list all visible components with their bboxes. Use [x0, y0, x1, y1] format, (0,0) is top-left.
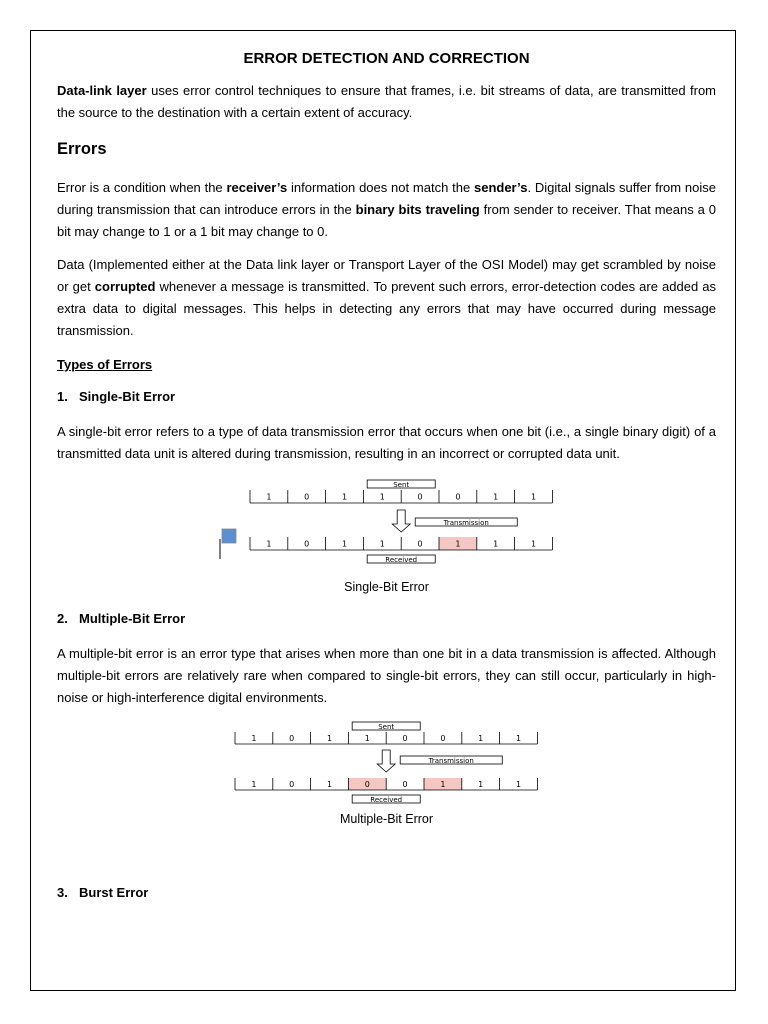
single-bit-figure — [57, 476, 716, 568]
sent-bit: 0 — [440, 734, 446, 743]
document-title: ERROR DETECTION AND CORRECTION — [243, 50, 530, 67]
received-bit: 0 — [417, 539, 423, 549]
sent-bit: 1 — [478, 734, 484, 743]
received-bit: 1 — [440, 780, 446, 789]
transmission-label: Transmission — [443, 519, 489, 527]
text-run: Data (Implemented either at the Data link layer or Transport Layer of the OSI Model) may get scrambled by noise or get — [57, 257, 716, 294]
sent-bit: 1 — [341, 492, 348, 502]
sent-bit: 1 — [493, 492, 499, 502]
single-bit-paragraph: A single-bit error refers to a type of data transmission error that occurs when one bit (i.e., a single binary digit) of a transmitted data unit is altered during transmission, resulting in an incorrect or corrupted data unit. — [57, 424, 716, 461]
heading-text: Burst Error — [79, 885, 149, 900]
received-bit: 1 — [515, 780, 522, 789]
sent-label: Sent — [378, 723, 395, 731]
transmission-arrow — [377, 750, 395, 772]
sent-bit: 1 — [379, 492, 385, 502]
text-run: Error is a condition when the — [57, 180, 227, 195]
single-bit-caption: Single-Bit Error — [344, 580, 429, 594]
sent-bit: 0 — [304, 492, 310, 502]
text-run: information does not match the — [287, 180, 474, 195]
sent-bit: 0 — [402, 734, 408, 743]
errors-heading: Errors — [57, 140, 107, 158]
received-bit: 1 — [251, 780, 257, 789]
multiple-bit-caption: Multiple-Bit Error — [339, 812, 434, 826]
heading-number: 1. — [57, 389, 68, 404]
heading-text: Multiple-Bit Error — [79, 611, 186, 626]
types-of-errors-heading: Types of Errors — [57, 357, 153, 372]
text-run: from sender to receiver. That means a 0 bit may change to 1 or a 1 bit may change to 0. — [57, 202, 716, 239]
single-bit-heading — [57, 386, 716, 408]
received-bit: 1 — [266, 539, 272, 549]
sent-bit: 0 — [289, 734, 295, 743]
received-bit: 1 — [530, 539, 537, 549]
multiple-bit-diagram — [57, 720, 716, 804]
burst-error-heading — [57, 882, 716, 904]
broken-image-icon — [222, 529, 236, 543]
intro-text: uses error control techniques to ensure that frames, i.e. bit streams of data, are transmitted from the source to the destination with a certain extent of accuracy. — [57, 83, 717, 120]
received-bit: 1 — [379, 539, 385, 549]
text-run: . Digital signals suffer from noise during transmission that can introduce errors in the — [57, 180, 716, 217]
received-bit: 0 — [304, 539, 310, 549]
text-run: whenever a message is transmitted. To prevent such errors, error-detection codes are added as extra data to digital messages. This helps in detecting any errors that may have occurred during message transmission. — [57, 279, 716, 338]
intro-paragraph — [57, 80, 716, 124]
sent-bit: 1 — [251, 734, 257, 743]
multiple-bit-figure — [57, 720, 716, 804]
sent-bit: 1 — [326, 734, 333, 743]
received-bit: 1 — [493, 539, 499, 549]
bold-run: sender’s — [473, 180, 528, 195]
received-bit: 1 — [478, 780, 484, 789]
bold-run: corrupted — [94, 279, 156, 294]
sent-bit: 1 — [364, 734, 370, 743]
sent-bit: 1 — [266, 492, 272, 502]
received-bit: 1 — [341, 539, 348, 549]
received-bit: 1 — [326, 780, 333, 789]
heading-text: Single-Bit Error — [79, 389, 176, 404]
multiple-bit-paragraph: A multiple-bit error is an error type that arises when more than one bit in a data transmission is affected. Although multiple-bit errors are relatively rare when compared to single-bit errors, they can still occur, particularly in high-noise or high-interference digital environments. — [57, 646, 716, 705]
received-bit: 0 — [402, 780, 408, 789]
received-label: Received — [370, 796, 403, 804]
received-bit: 0 — [289, 780, 295, 789]
heading-number: 3. — [57, 885, 68, 900]
bold-run: binary bits traveling — [355, 202, 480, 217]
sent-label: Sent — [393, 481, 410, 489]
intro-term: Data-link layer — [57, 83, 147, 98]
received-bit: 0 — [364, 780, 370, 789]
errors-paragraph-2 — [57, 254, 716, 342]
received-bit: 1 — [455, 539, 461, 549]
sent-bit: 0 — [417, 492, 423, 502]
document-body — [57, 48, 716, 917]
bold-run: receiver’s — [226, 180, 288, 195]
errors-paragraph-1 — [57, 177, 716, 243]
sent-bit: 0 — [455, 492, 461, 502]
heading-number: 2. — [57, 611, 68, 626]
transmission-arrow — [392, 510, 410, 532]
transmission-label: Transmission — [428, 757, 474, 765]
single-bit-diagram — [57, 476, 716, 568]
sent-bit: 1 — [515, 734, 522, 743]
sent-bit: 1 — [530, 492, 537, 502]
received-label: Received — [385, 556, 418, 564]
multiple-bit-heading — [57, 608, 716, 630]
